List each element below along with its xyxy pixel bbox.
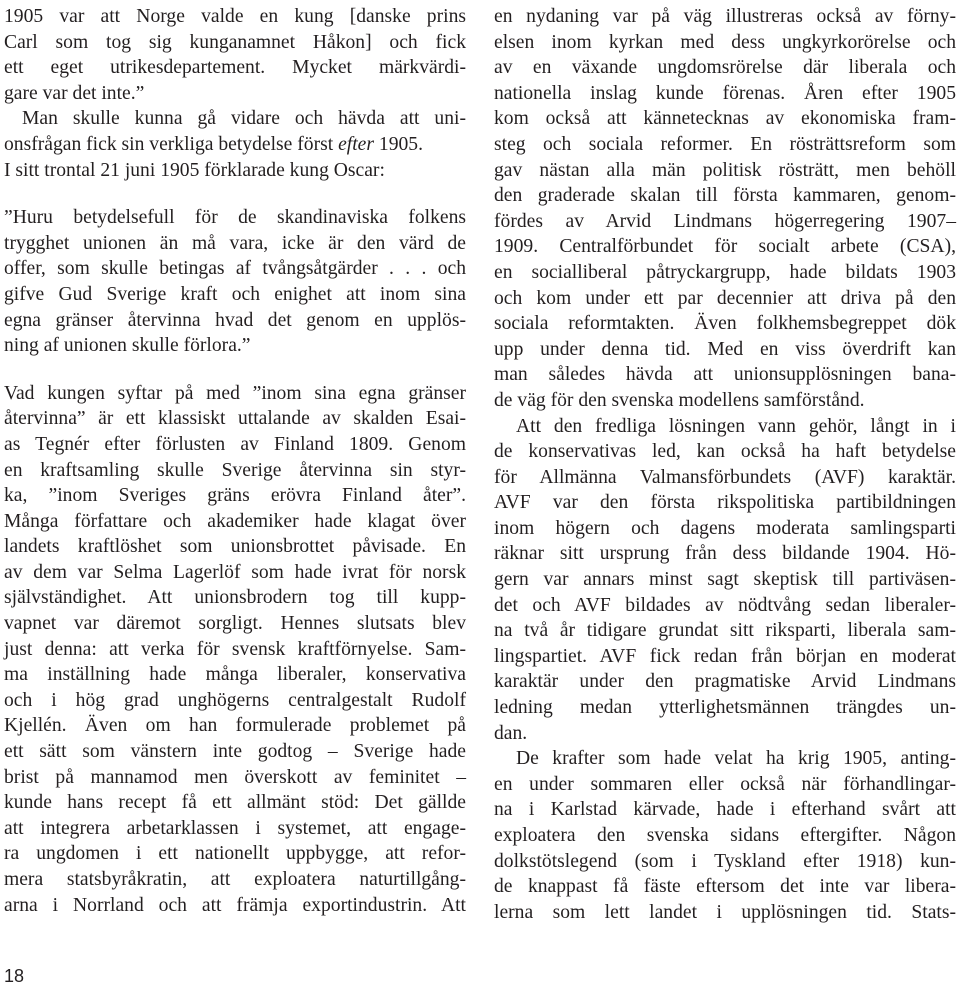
text-line: kunde hans recept få ett allmänt stöd: Det gällde bbox=[4, 792, 466, 814]
left-column bbox=[4, 4, 466, 918]
text-line: as Tegnér efter förlusten av Finland 1809. Genom bbox=[4, 433, 466, 455]
text-line: na två år tidigare grundat sitt riksparti, liberala sam- bbox=[494, 620, 956, 642]
text-line: I sitt trontal 21 juni 1905 förklarade kung Oscar: bbox=[4, 159, 385, 181]
text-line bbox=[4, 132, 466, 158]
text-line: kom också att kännetecknas av ekonomiska fram- bbox=[494, 108, 956, 130]
paragraph-3 bbox=[494, 746, 956, 925]
text-line: räknar sitt ursprung från dess bildande 1904. Hö- bbox=[494, 543, 956, 565]
text-line: en under sommaren eller också när förhandlingar- bbox=[494, 773, 956, 795]
quote-line: ning af unionen skulle förlora.” bbox=[4, 335, 251, 357]
paragraph-1 bbox=[4, 4, 466, 106]
text-line: dan. bbox=[494, 722, 528, 744]
paragraph-2 bbox=[4, 106, 466, 183]
text-line: av en växande ungdomsrörelse där liberala och bbox=[494, 57, 956, 79]
block-quote bbox=[4, 205, 466, 359]
text-line: de väg för den svenska modellens samförstånd. bbox=[494, 389, 865, 411]
text-line: självständighet. Att unionsbrodern tog till kupp- bbox=[4, 587, 466, 609]
text-line: gern var annars minst sagt skeptisk till partiväsen- bbox=[494, 569, 956, 591]
text-line: upp under denna tid. Med en viss överdrift kan bbox=[494, 338, 956, 360]
text-line: för Allmänna Valmansförbundets (AVF) karaktär. bbox=[494, 466, 956, 488]
text-line: de konservativas led, kan också ha haft betydelse bbox=[494, 441, 956, 463]
quote-line: gifve Gud Sverige kraft och enighet att inom sina bbox=[4, 283, 466, 305]
text-fragment: onsfrågan fick sin verkliga betydelse först bbox=[4, 133, 339, 155]
text-line: AVF var den första rikspolitiska partibildningen bbox=[494, 492, 956, 514]
text-line: återvinna” är ett klassiskt uttalande av skalden Esai- bbox=[4, 408, 466, 430]
text-line: man således hävda att unionsupplösningen bana- bbox=[494, 364, 956, 386]
text-line: att integrera arbetarklassen i systemet, att engage- bbox=[4, 817, 466, 839]
text-line: Att den fredliga lösningen vann gehör, långt in i bbox=[516, 415, 956, 437]
text-line: vapnet var däremot sorgligt. Hennes slutsats blev bbox=[4, 613, 466, 635]
text-line: brist på mannamod men överskott av feminitet – bbox=[4, 766, 466, 788]
quote-line: trygghet unionen än må vara, icke är den värd de bbox=[4, 232, 466, 254]
quote-line: offer, som skulle betingas af tvångsåtgärder . . . och bbox=[4, 258, 466, 280]
text-line: landets kraftlöshet som unionsbrottet påvisade. En bbox=[4, 536, 466, 558]
text-line: ett sätt som vänstern inte godtog – Sverige hade bbox=[4, 741, 466, 763]
text-line: ledning medan ytterlighetsmännen trängdes un- bbox=[494, 697, 956, 719]
text-line: ka, ”inom Sveriges gräns erövra Finland åter”. bbox=[4, 485, 466, 507]
text-line: karaktär under den pragmatiske Arvid Lindmans bbox=[494, 671, 956, 693]
text-line: Vad kungen syftar på med ”inom sina egna gränser bbox=[4, 382, 466, 404]
paragraph-2 bbox=[494, 414, 956, 747]
text-line: och kom under ett par decennier att driva på den bbox=[494, 287, 956, 309]
text-line: av dem var Selma Lagerlöf som hade ivrat för norsk bbox=[4, 561, 466, 583]
text-line: Kjellén. Även om han formulerade problemet på bbox=[4, 715, 466, 737]
text-line: arna i Norrland och att främja exportindustrin. Att bbox=[4, 894, 466, 916]
text-line: de knappast få fäste eftersom det inte var libera- bbox=[494, 876, 956, 898]
text-line: na i Karlstad kärvade, hade i efterhand svårt att bbox=[494, 799, 956, 821]
text-line: en socialliberal påtryckargrupp, hade bildats 1903 bbox=[494, 261, 956, 283]
text-line: och i hög grad unghögerns centralgestalt Rudolf bbox=[4, 689, 466, 711]
text-line: gare var det inte.” bbox=[4, 82, 145, 104]
emphasis: efter bbox=[338, 133, 374, 155]
text-line: sociala reformtakten. Även folkhemsbegreppet dök bbox=[494, 313, 956, 335]
text-line: nationella inslag kunde förenas. Åren efter 1905 bbox=[494, 82, 956, 104]
text-line: dolkstötslegend (som i Tyskland efter 1918) kun- bbox=[494, 850, 956, 872]
quote-line: ”Huru betydelsefull för de skandinaviska folkens bbox=[4, 207, 466, 229]
text-line: steg och sociala reformer. En rösträttsreform som bbox=[494, 133, 956, 155]
text-line: ra ungdomen i ett nationellt uppbygge, att refor- bbox=[4, 843, 466, 865]
text-line: De krafter som hade velat ha krig 1905, anting- bbox=[516, 748, 956, 770]
text-line: den graderade skalan till första kammaren, genom- bbox=[494, 185, 956, 207]
page-number: 18 bbox=[4, 966, 25, 986]
text-line: gav nästan alla män politisk rösträtt, men behöll bbox=[494, 159, 956, 181]
text-line: just denna: att verka för svensk kraftförnyelse. Sam- bbox=[4, 638, 466, 660]
text-line: elsen inom kyrkan med dess ungkyrkorörelse och bbox=[494, 31, 956, 53]
text-line: Man skulle kunna gå vidare och hävda att uni- bbox=[22, 108, 466, 130]
text-line: exploatera den svenska sidans eftergifter. Någon bbox=[494, 825, 956, 846]
text-line: lerna som lett landet i upplösningen tid. Stats- bbox=[494, 901, 956, 923]
paragraph-3 bbox=[4, 381, 466, 918]
text-line: Carl som tog sig kunganamnet Håkon] och fick bbox=[4, 31, 466, 53]
text-line: en nydaning var på väg illustreras också av förny- bbox=[494, 6, 956, 27]
text-line: ma inställning hade många liberaler, konservativa bbox=[4, 664, 466, 686]
text-line: 1905 var att Norge valde en kung [danske prins bbox=[4, 6, 466, 27]
text-line: fördes av Arvid Lindmans högerregering 1907– bbox=[494, 210, 956, 232]
paragraph-1 bbox=[494, 4, 956, 414]
right-column bbox=[494, 4, 956, 925]
text-line: ett eget utrikesdepartement. Mycket märkvärdi- bbox=[4, 57, 466, 79]
text-line: 1909. Centralförbundet för socialt arbete (CSA), bbox=[494, 236, 956, 258]
text-line: det och AVF bildades av nödtvång sedan liberaler- bbox=[494, 594, 956, 616]
quote-line: egna gränser återvinna hvad det genom en upplös- bbox=[4, 309, 466, 331]
text-line: Många författare och akademiker hade klagat över bbox=[4, 510, 466, 532]
text-line: inom högern och dagens moderata samlingsparti bbox=[494, 517, 956, 539]
text-line: lingspartiet. AVF fick redan från början en moderat bbox=[494, 645, 956, 667]
text-line: mera statsbyråkratin, att exploatera naturtillgång- bbox=[4, 869, 466, 890]
text-fragment: 1905. bbox=[374, 133, 423, 155]
text-line: en kraftsamling skulle Sverige återvinna sin styr- bbox=[4, 459, 466, 481]
